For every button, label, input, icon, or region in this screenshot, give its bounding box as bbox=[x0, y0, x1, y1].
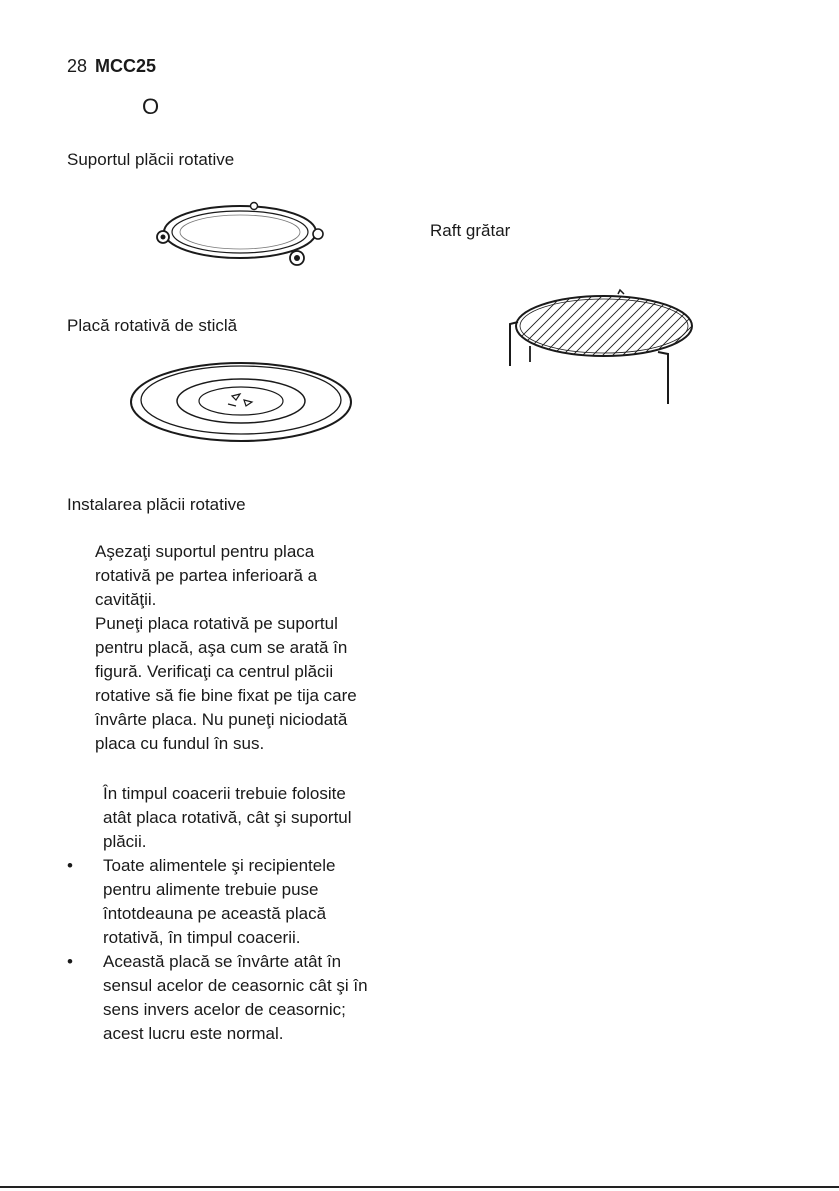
step-line: Aşezaţi suportul pentru placa bbox=[95, 542, 315, 561]
support-label: Suportul plăcii rotative bbox=[67, 150, 235, 169]
turntable-support-illustration bbox=[150, 192, 330, 274]
step-line: rotative să fie bine fixat pe tija care bbox=[95, 686, 357, 705]
note-line: plăcii. bbox=[103, 832, 147, 851]
notes-list bbox=[67, 782, 407, 1046]
section-symbol: O bbox=[142, 94, 160, 119]
step-line: Puneţi placa rotativă pe suportul bbox=[95, 614, 338, 633]
bullet: • bbox=[67, 952, 73, 971]
installation-steps bbox=[95, 540, 405, 756]
step-line: figură. Verificaţi ca centrul plăcii bbox=[95, 662, 334, 681]
note-line: Toate alimentele şi recipientele bbox=[103, 856, 336, 875]
grill-rack-illustration bbox=[500, 288, 700, 408]
step-line: placa cu fundul în sus. bbox=[95, 734, 265, 753]
bullet: • bbox=[67, 856, 73, 875]
glass-plate-label: Placă rotativă de sticlă bbox=[67, 316, 238, 335]
note-item bbox=[67, 950, 407, 1046]
note-line: rotativă, în timpul coacerii. bbox=[103, 928, 301, 947]
note-line: sensul acelor de ceasornic cât şi în bbox=[103, 976, 368, 995]
step-line: învârte placa. Nu puneţi niciodată bbox=[95, 710, 348, 729]
step-line: cavităţii. bbox=[95, 590, 157, 609]
note-item bbox=[67, 782, 407, 854]
note-line: întotdeauna pe această placă bbox=[103, 904, 327, 923]
note-line: pentru alimente trebuie puse bbox=[103, 880, 319, 899]
note-line: Această placă se învârte atât în bbox=[103, 952, 342, 971]
page-number: 28 bbox=[67, 56, 88, 76]
glass-plate-illustration bbox=[128, 360, 354, 444]
model-name: MCC25 bbox=[95, 56, 157, 76]
step-line: pentru placă, aşa cum se arată în bbox=[95, 638, 348, 657]
note-line: acest lucru este normal. bbox=[103, 1024, 284, 1043]
note-item bbox=[67, 854, 407, 950]
note-line: atât placa rotativă, cât şi suportul bbox=[103, 808, 352, 827]
installation-title: Instalarea plăcii rotative bbox=[67, 495, 246, 514]
page-bottom-rule bbox=[0, 1186, 839, 1188]
rack-label: Raft grătar bbox=[430, 221, 511, 240]
note-line: În timpul coacerii trebuie folosite bbox=[103, 784, 346, 803]
step-line: rotativă pe partea inferioară a bbox=[95, 566, 318, 585]
note-line: sens invers acelor de ceasornic; bbox=[103, 1000, 346, 1019]
